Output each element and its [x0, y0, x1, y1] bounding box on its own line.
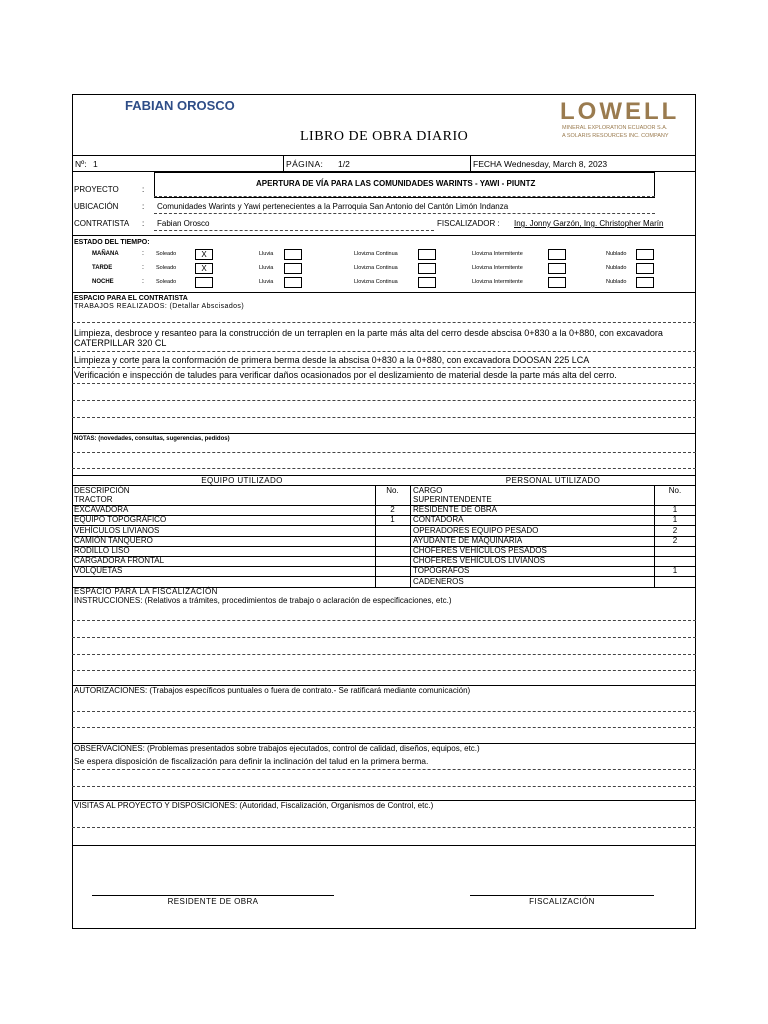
equipo-row-name: EXCAVADORA — [74, 505, 129, 515]
fecha-value: Wednesday, March 8, 2023 — [504, 159, 608, 169]
personal-row-name: AYUDANTE DE MAQUINARIA — [413, 535, 523, 545]
weather-checkbox[interactable] — [636, 277, 654, 288]
trabajo-entry-4: Verificación e inspección de taludes para verificar daños ocasionados por el deslizamiento de material desde la parte más alta del cerro. — [74, 370, 617, 380]
fiscalizador-value: Ing. Jonny Garzón, Ing. Christopher Marín — [514, 219, 664, 228]
signature-line-right — [470, 895, 654, 896]
personal-row-qty: 2 — [672, 525, 678, 535]
numero-value: 1 — [93, 159, 98, 169]
personal-row-qty: 2 — [672, 535, 678, 545]
trabajo-entry-2: CATERPILLAR 320 CL — [74, 338, 167, 348]
personal-col-no: No. — [668, 486, 682, 495]
weather-checkbox[interactable] — [636, 263, 654, 274]
signature-fiscalizacion: FISCALIZACIÓN — [529, 897, 595, 906]
equipo-row-name: CARGADORA FRONTAL — [74, 556, 165, 566]
weather-row-label: MAÑANA — [92, 251, 119, 257]
equipo-row-qty: 1 — [390, 515, 395, 525]
equipo-row-name: VOLQUETAS — [74, 566, 123, 576]
weather-checkbox[interactable] — [195, 277, 213, 288]
weather-checkbox[interactable] — [284, 263, 302, 274]
autorizaciones-label: AUTORIZACIONES: (Trabajos específicos puntuales o fuera de contrato.- Se ratificará mediante comunicación) — [74, 686, 471, 695]
ubicacion-value: Comunidades Warints y Yawi pertenecientes a la Parroquia San Antonio del Cantón Limón Indanza — [157, 202, 509, 211]
trabajos-subtitle: TRABAJOS REALIZADOS: (Detallar Abscisados) — [74, 303, 245, 310]
weather-title: ESTADO DEL TIEMPO: — [74, 239, 150, 246]
logo-line-2: A SOLARIS RESOURCES INC. COMPANY — [562, 133, 669, 139]
weather-option-label: Llovizna Continua — [354, 251, 398, 257]
personal-row-qty: 1 — [672, 505, 678, 515]
notas-label: NOTAS: (novedades, consultas, sugerencias, pedidos) — [74, 436, 230, 442]
personal-title: PERSONAL UTILIZADO — [505, 476, 601, 485]
weather-checkbox[interactable] — [418, 249, 436, 260]
weather-option-label: Soleado — [156, 265, 177, 271]
contratista-value: Fabian Orosco — [157, 219, 210, 228]
equipo-row-qty: 2 — [390, 505, 395, 515]
equipo-row-name: VEHÍCULOS LIVIANOS — [74, 525, 160, 535]
weather-checkbox[interactable] — [284, 249, 302, 260]
weather-checkbox[interactable] — [636, 249, 654, 260]
equipo-title: EQUIPO UTILIZADO — [201, 476, 283, 485]
instrucciones-label: INSTRUCCIONES: (Relativos a trámites, procedimientos de trabajo o aclaración de especificaciones, etc.) — [74, 596, 452, 605]
trabajo-entry-1: Limpieza, desbroce y resanteo para la construcción de un terraplen en la parte más alta del cerro desde abscisa 0+830 a la 0+880, con excavadora — [74, 328, 663, 338]
signature-residente: RESIDENTE DE OBRA — [167, 897, 259, 906]
weather-checkbox[interactable] — [284, 277, 302, 288]
personal-row-name: SUPERINTENDENTE — [413, 495, 492, 504]
equipo-row-divider — [72, 576, 410, 577]
weather-option-label: Llovizna Continua — [354, 279, 398, 285]
weather-option-label: Nublado — [606, 279, 627, 285]
observaciones-entry: Se espera disposición de fiscalización para definir la inclinación del talud en la primera berma. — [74, 756, 429, 766]
personal-row-name: RESIDENTE DE OBRA — [413, 505, 498, 515]
weather-option-label: Lluvia — [259, 265, 274, 271]
equipo-row-name: CAMIÓN TANQUERO — [74, 535, 153, 545]
personal-row-name: OPERADORES EQUIPO PESADO — [413, 525, 539, 535]
fiscalizador-label: FISCALIZADOR : — [437, 219, 500, 228]
weather-checkbox[interactable] — [548, 277, 566, 288]
weather-option-label: Llovizna Intermitente — [472, 265, 523, 271]
personal-row-name: CONTADORA — [413, 515, 464, 525]
weather-checkbox[interactable] — [548, 249, 566, 260]
equipo-row-name: TRACTOR — [74, 495, 113, 504]
weather-checkbox[interactable] — [418, 263, 436, 274]
company-logo — [560, 100, 690, 150]
page-title: LIBRO DE OBRA DIARIO — [300, 129, 469, 144]
numero-label: Nº: — [75, 159, 87, 169]
weather-row-label: TARDE — [92, 265, 113, 271]
weather-option-label: Llovizna Intermitente — [472, 279, 523, 285]
equipo-row-divider — [72, 566, 410, 567]
personal-row-name: CADENEROS — [413, 576, 464, 586]
proyecto-label: PROYECTO — [74, 185, 119, 194]
proyecto-colon: : — [142, 185, 145, 194]
pagina-value: 1/2 — [338, 159, 350, 169]
equipo-col-desc: DESCRIPCIÓN — [74, 486, 130, 495]
logo-wordmark: LOWELL — [560, 98, 680, 125]
contratista-colon: : — [142, 219, 145, 228]
equipo-col-no: No. — [386, 486, 399, 495]
personal-row-name: TOPÓGRAFOS — [413, 566, 470, 576]
weather-option-label: Llovizna Continua — [354, 265, 398, 271]
logo-line-1: MINERAL EXPLORATION ECUADOR S.A. — [562, 125, 668, 131]
weather-row-colon: : — [142, 264, 144, 271]
contractor-name: FABIAN OROSCO — [125, 98, 235, 113]
pagina-label: PÁGINA: — [286, 159, 324, 169]
visitas-label: VISITAS AL PROYECTO Y DISPOSICIONES: (Autoridad, Fiscalización, Organismos de Control, etc.) — [74, 801, 434, 810]
weather-option-label: Lluvia — [259, 279, 274, 285]
weather-row-label: NOCHE — [92, 279, 114, 285]
trabajo-entry-3: Limpieza y corte para la conformación de primera berma desde la abscisa 0+830 a la 0+880, con excavadora DOOSAN 225 LCA — [74, 355, 590, 365]
contratista-section-title: ESPACIO PARA EL CONTRATISTA — [74, 295, 188, 302]
ubicacion-colon: : — [142, 202, 145, 211]
personal-row-name: CHOFERES VEHÍCULOS PESADOS — [413, 546, 547, 555]
personal-col-cargo: CARGO — [413, 486, 443, 495]
weather-checkbox[interactable]: X — [195, 249, 213, 260]
personal-row-name: CHOFERES VEHÍCULOS LIVIANOS — [413, 556, 546, 566]
proyecto-value: APERTURA DE VÍA PARA LAS COMUNIDADES WARINTS - YAWI - PIUNTZ — [256, 179, 536, 188]
weather-row-colon: : — [142, 278, 144, 285]
weather-option-label: Nublado — [606, 251, 627, 257]
weather-checkbox[interactable] — [418, 277, 436, 288]
equipo-row-name: RODILLO LISO — [74, 546, 130, 555]
weather-option-label: Soleado — [156, 251, 177, 257]
contratista-label: CONTRATISTA — [74, 219, 130, 228]
weather-option-label: Llovizna Intermitente — [472, 251, 523, 257]
weather-row-colon: : — [142, 250, 144, 257]
weather-option-label: Nublado — [606, 265, 627, 271]
weather-option-label: Soleado — [156, 279, 177, 285]
personal-row-qty: 1 — [672, 515, 678, 525]
fiscalizacion-title: ESPACIO PARA LA FISCALIZACIÓN — [74, 587, 218, 596]
signature-line-left — [92, 895, 334, 896]
ubicacion-label: UBICACIÓN — [74, 202, 119, 211]
fecha-label: FECHA — [473, 159, 502, 169]
observaciones-label: OBSERVACIONES: (Problemas presentados sobre trabajos ejecutados, control de calidad, diseños, equipos, etc.) — [74, 744, 480, 753]
personal-row-qty: 1 — [672, 566, 678, 576]
weather-checkbox[interactable]: X — [195, 263, 213, 274]
weather-option-label: Lluvia — [259, 251, 274, 257]
weather-checkbox[interactable] — [548, 263, 566, 274]
equipo-row-name: EQUIPO TOPOGRÁFICO — [74, 515, 167, 525]
